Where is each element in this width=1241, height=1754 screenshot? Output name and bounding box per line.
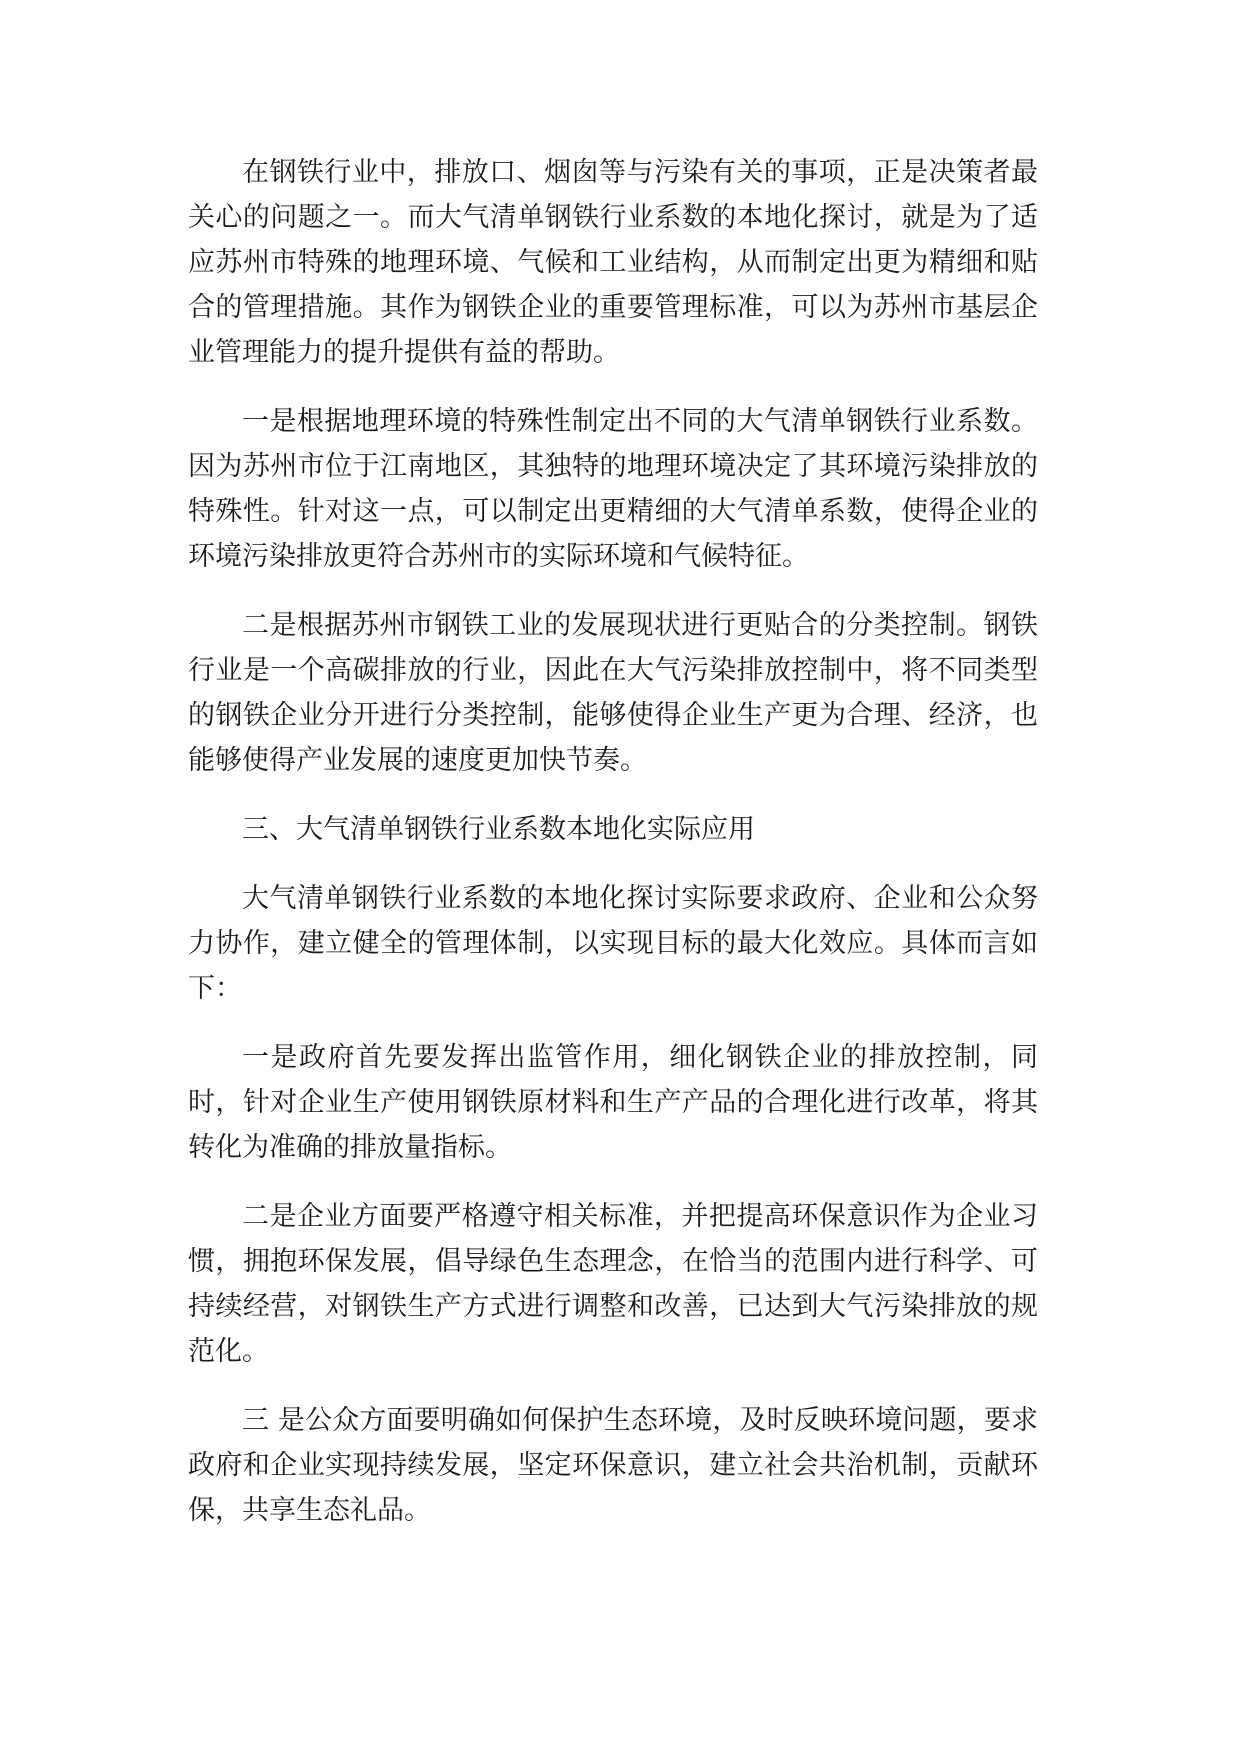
paragraph-government: 一是政府首先要发挥出监管作用，细化钢铁企业的排放控制，同时，针对企业生产使用钢铁原材料和生产产品的合理化进行改革，将其转化为准确的排放量指标。 xyxy=(188,1042,1038,1163)
paragraph-enterprise: 二是企业方面要严格遵守相关标准，并把提高环保意识作为企业习惯，拥抱环保发展，倡导绿色生态理念，在恰当的范围内进行科学、可持续经营，对钢铁生产方式进行调整和改善，已达到大气污染排放的规范化。 xyxy=(188,1201,1038,1367)
paragraph-point-classification: 二是根据苏州市钢铁工业的发展现状进行更贴合的分类控制。钢铁行业是一个高碳排放的行业，因此在大气污染排放控制中，将不同类型的钢铁企业分开进行分类控制，能够使得企业生产更为合理、经济，也能够使得产业发展的速度更加快节奏。 xyxy=(188,610,1038,776)
paragraph-public: 三 是公众方面要明确如何保护生态环境，及时反映环境问题，要求政府和企业实现持续发展，坚定环保意识，建立社会共治机制，贡献环保，共享生态礼品。 xyxy=(188,1405,1038,1526)
paragraph-application-intro: 大气清单钢铁行业系数的本地化探讨实际要求政府、企业和公众努力协作，建立健全的管理体制，以实现目标的最大化效应。具体而言如下： xyxy=(188,883,1038,1004)
paragraph-point-geography: 一是根据地理环境的特殊性制定出不同的大气清单钢铁行业系数。因为苏州市位于江南地区，其独特的地理环境决定了其环境污染排放的特殊性。针对这一点，可以制定出更精细的大气清单系数，使得企业的环境污染排放更符合苏州市的实际环境和气候特征。 xyxy=(188,406,1038,572)
document-body xyxy=(188,150,1038,1557)
paragraph-intro: 在钢铁行业中，排放口、烟囱等与污染有关的事项，正是决策者最关心的问题之一。而大气清单钢铁行业系数的本地化探讨，就是为了适应苏州市特殊的地理环境、气候和工业结构，从而制定出更为精细和贴合的管理措施。其作为钢铁企业的重要管理标准，可以为苏州市基层企业管理能力的提升提供有益的帮助。 xyxy=(188,157,1038,368)
section-heading: 三、大气清单钢铁行业系数本地化实际应用 xyxy=(242,814,755,845)
